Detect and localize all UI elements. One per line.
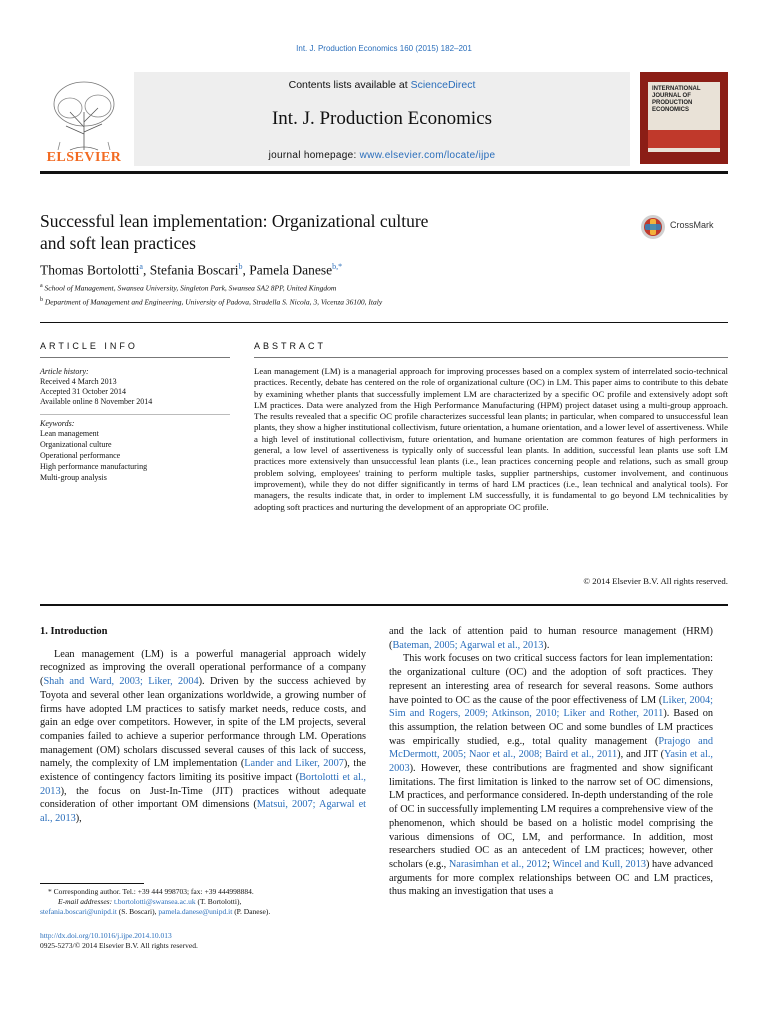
header-rule (40, 171, 728, 174)
intro-paragraph-1 (40, 648, 366, 826)
article-info-heading: ARTICLE INFO (40, 341, 138, 351)
crossmark-label: CrossMark (670, 220, 714, 230)
intro-text: ). However, these contributions are fragmented and show significant limitations. The first limitation is linked to the narrow set of OC dimensions, LM practices, and performance considered. In-depth understanding of the role of OC in successfully implementing LM requires a comprehensive view of the phenomenon, which should be based on a holistic model comprising the various dimensions of OC, LM, and performance. In addition, most researchers studied OC as an antecedent of LM practices; however, other scholars (e.g., (389, 763, 713, 870)
contents-line (134, 79, 630, 91)
intro-text: ) have advanced arguments for more complex relationships between OC and LM practices, thus making an investigation that uses a (389, 858, 714, 898)
body-rule (40, 604, 728, 606)
issn-copyright: 0925-5273/© 2014 Elsevier B.V. All rights reserved. (40, 941, 198, 950)
article-info-rule (40, 357, 230, 358)
intro-text: ), and JIT ( (617, 749, 664, 761)
email-addresses-line (58, 897, 388, 907)
email-name: (S. Boscari), (116, 907, 159, 916)
title-line-1: Successful lean implementation: Organizational culture (40, 211, 429, 231)
email-link-bortolotti[interactable]: t.bortolotti@swansea.ac.uk (113, 897, 196, 906)
doi-link[interactable]: http://dx.doi.org/10.1016/j.ijpe.2014.10.013 (40, 931, 172, 940)
abstract-text: Lean management (LM) is a managerial approach for improving processes based on a complex system of interrelated socio-technical practices. Recently, debate has centered on the role of organizational culture (OC) in LM. This paper aims to contribute to this debate by examining whether plants that successfully implement LM are characterized by a specific OC profile and extensively adopt soft LM practices. Data were analyzed from the High Performance Manufacturing (HPM) project dataset using a multi-group approach. The results revealed that a specific OC profile characterizes successful lean plants; in particular, when compared to unsuccessful lean plants, they show a higher institutional collectivism, future orientation, a humane orientation, and a lower level of assertiveness. While a high level of institutional collectivism, future orientation, and humane orientation are common features of high performers in general, a low level of assertiveness is typically only of successful lean plants. In addition, successful lean plants use soft LM practices more extensively than unsuccessful lean plants (i.e., lean practices concerning people and relations, such as small group problem solving, employees' training to perform multiple tasks, supplier partnerships, customer involvement, and continuous improvement), while they do not differ significantly in terms of hard LM practices (i.e., lean technical and analytical tools). For managers, the results indicate that, in order to implement LM successfully, it is fundamental to go beyond LM technicalities by adopting soft practices and nurturing the development of an appropriate OC profile. (254, 366, 729, 512)
citation-link[interactable]: Prajogo and McDermott, 2005; Naor et al., 2008; Baird et al., 2011 (389, 735, 713, 761)
email-link-boscari[interactable]: stefania.boscari@unipd.it (40, 907, 117, 916)
crossmark-button[interactable] (640, 212, 730, 242)
author-bortolotti[interactable]: Thomas Bortolotti (40, 262, 140, 278)
email-link-danese[interactable]: pamela.danese@unipd.it (158, 907, 233, 916)
keyword-item: Lean management (40, 429, 99, 438)
author-danese[interactable]: Pamela Danese (249, 262, 333, 278)
author-list: Thomas Bortolotti$^a$, Stefania Boscari$^b$, Pamela Danese$^{b,*}$ (40, 262, 343, 278)
affiliation-a-sup: a (40, 283, 43, 289)
intro-text: ). Based on this assumption, the relation between OC and some bundles of LM practices was empirically studied, e.g., total quality management ( (389, 708, 713, 747)
intro-text: ). (543, 639, 550, 651)
email-label: E-mail addresses: (58, 897, 114, 906)
journal-citation[interactable]: Int. J. Production Economics 160 (2015) 182–201 (296, 44, 472, 53)
citation-link[interactable]: Liker, 2004; Sim and Rogers, 2009; Atkinson, 2010; Liker and Rother, 2011 (389, 694, 713, 720)
email-addresses-line-2 (40, 907, 370, 917)
author-boscari[interactable]: Stefania Boscari (149, 262, 239, 278)
affiliation-a (40, 283, 336, 293)
citation-link[interactable]: Shah and Ward, 2003; Liker, 2004 (43, 676, 199, 688)
contents-prefix: Contents lists available at (288, 79, 411, 91)
citation-link[interactable]: Bortolotti et al., 2013 (40, 772, 366, 797)
citation-link[interactable]: Matsui, 2007; Agarwal et al., 2013 (40, 799, 367, 825)
abstract-rule (254, 357, 728, 358)
intro-text: This work focuses on two critical success factors for lean implementation: the organizational culture (OC) and the adoption of soft practices. They represent an interesting area of research for several reasons. Some authors have pointed to OC as the cause of the poor effectiveness of LM ( (389, 653, 713, 706)
homepage-prefix: journal homepage: (268, 150, 360, 161)
email-name: (T. Bortolotti), (195, 897, 242, 906)
cover-band (648, 130, 720, 148)
author-sup-a[interactable]: a (139, 262, 143, 271)
citation-link[interactable]: Narasimhan et al., 2012 (448, 858, 548, 870)
affiliation-b-text: Department of Management and Engineering, University of Padova, Stradella S. Nicola, 3, Vicenza 36100, Italy (44, 297, 383, 307)
intro-text: ), the focus on Just-In-Time (JIT) practices without adequate consideration of other important OM dimensions ( (40, 785, 366, 811)
homepage-link[interactable]: www.elsevier.com/locate/ijpe (359, 150, 496, 161)
keyword-item: High performance manufacturing (40, 462, 148, 471)
intro-text: ; (547, 858, 553, 870)
intro-text: ). Driven by the success achieved by Toyota and several other lean organizations worldwide, a growing number of firms have adopted LM practices to satisfy market needs, reduce costs, and gain an edge over competitors. However, in spite of the LM projects, several companies failed to achieve a superior performance through LM. Operations management (OM) scholars discussed several causes of this lack of success, namely, the complexity of LM implementation ( (40, 676, 366, 770)
intro-paragraph-1-cont (389, 625, 713, 652)
keyword-item: Multi-group analysis (40, 473, 107, 482)
keyword-item: Operational performance (40, 451, 121, 460)
intro-text: Lean management (LM) is a powerful managerial approach widely recognized as improving the overall operational performance of a company ( (40, 648, 366, 688)
history-accepted: Accepted 31 October 2014 (40, 387, 126, 396)
intro-paragraph-2 (389, 652, 713, 899)
citation-link[interactable]: Bateman, 2005; Agarwal et al., 2013 (392, 639, 544, 651)
affiliation-b (40, 297, 382, 307)
article-history-label: Article history: (40, 367, 89, 376)
history-online: Available online 8 November 2014 (40, 397, 153, 406)
history-received: Received 4 March 2013 (40, 377, 117, 386)
citation-link[interactable]: Yasin et al., 2003 (389, 749, 713, 775)
body-left-column (40, 625, 366, 826)
abstract-copyright: © 2014 Elsevier B.V. All rights reserved. (583, 576, 728, 586)
crossmark-icon (640, 214, 666, 240)
journal-title: Int. J. Production Economics (271, 108, 493, 129)
article-title (40, 210, 560, 254)
abstract-heading: ABSTRACT (254, 341, 327, 351)
title-line-2: and soft lean practices (40, 233, 196, 253)
title-rule (40, 322, 728, 323)
footnote-rule (40, 883, 144, 884)
author-sup-b[interactable]: b (238, 262, 243, 271)
email-name: (P. Danese). (232, 907, 271, 916)
intro-text: and the lack of attention paid to human resource management (HRM) ( (389, 626, 713, 651)
cover-title: INTERNATIONAL JOURNAL OF PRODUCTION ECONOMICS (652, 86, 701, 113)
keywords-label: Keywords: (40, 419, 75, 428)
section-heading-introduction: 1. Introduction (40, 626, 108, 637)
article-info-divider (40, 414, 230, 415)
intro-text: ), (75, 813, 82, 825)
elsevier-wordmark: ELSEVIER (46, 150, 122, 165)
citation-link[interactable]: Lander and Liker, 2007 (244, 758, 344, 770)
keyword-item: Organizational culture (40, 440, 112, 449)
intro-text: ), the existence of contingency factors limiting its positive impact ( (40, 758, 366, 784)
journal-homepage-line (134, 150, 630, 161)
author-sup-b-corr[interactable]: b,* (332, 262, 343, 271)
body-right-column (389, 625, 713, 899)
corresponding-author-note: * Corresponding author. Tel.: +39 444 998703; fax: +39 444998884. (48, 887, 254, 896)
affiliation-a-text: School of Management, Swansea University, Singleton Park, Swansea SA2 8PP, United Kingdom (44, 283, 337, 293)
citation-link[interactable]: Wincel and Kull, 2013 (552, 858, 646, 870)
journal-cover-image (640, 72, 728, 164)
sciencedirect-link[interactable]: ScienceDirect (410, 79, 476, 91)
affiliation-b-sup: b (40, 297, 43, 303)
